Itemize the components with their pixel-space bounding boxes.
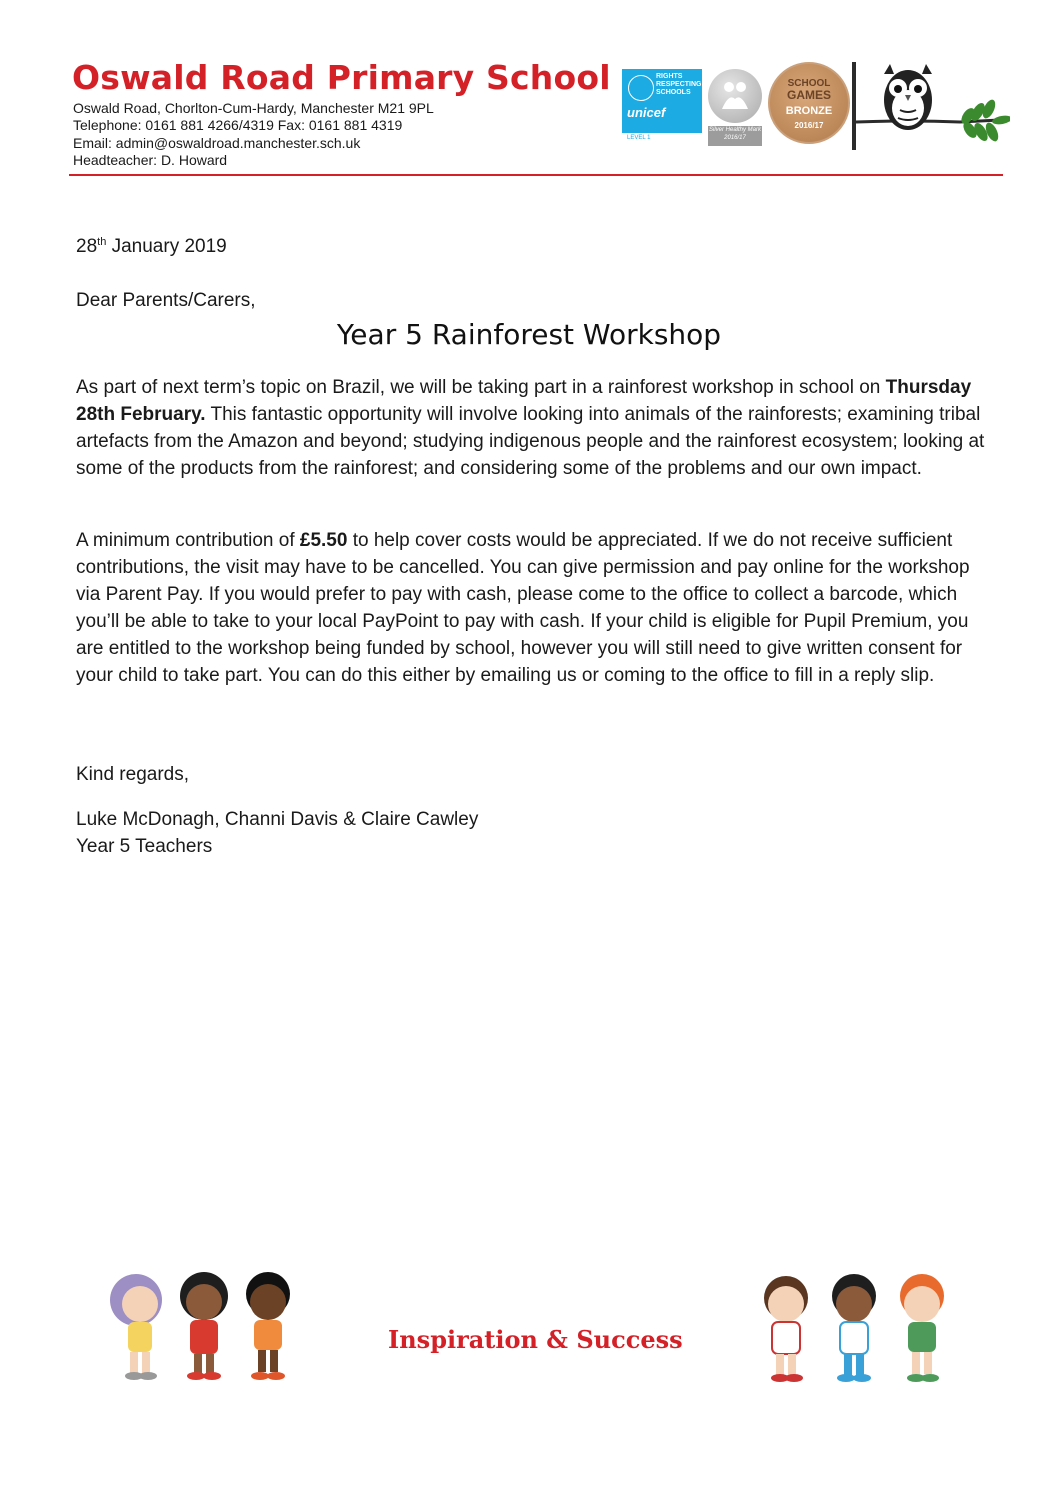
- school-name: Oswald Road Primary School: [72, 58, 611, 97]
- owl-branch-logo: [850, 62, 1010, 154]
- closing: Kind regards,: [76, 764, 190, 785]
- para1-text-a: As part of next term’s topic on Brazil, we will be taking part in a rainforest workshop in school on: [76, 377, 886, 398]
- games-badge-line4: 2016/17: [794, 121, 824, 130]
- healthy-schools-badge: [708, 69, 762, 123]
- paragraph-contribution: [76, 527, 986, 689]
- school-address: Oswald Road, Chorlton-Cum-Hardy, Manchester M21 9PL: [73, 100, 434, 116]
- school-telephone: Telephone: 0161 881 4266/4319 Fax: 0161 881 4319: [73, 117, 403, 134]
- para2-text-a: A minimum contribution of: [76, 530, 300, 551]
- school-email: Email: admin@oswaldroad.manchester.sch.uk: [73, 134, 361, 151]
- unicef-badge-text: RIGHTS RESPECTING SCHOOLS: [656, 73, 702, 96]
- paragraph-workshop-details: [76, 374, 986, 482]
- unicef-logo-text: unicef: [627, 105, 666, 120]
- header-divider: [69, 174, 1003, 176]
- globe-icon: [628, 75, 654, 101]
- workshop-date: Thursday 28th February.: [76, 377, 972, 425]
- date-month-year: January 2019: [106, 236, 227, 257]
- signatory-role: Year 5 Teachers: [76, 836, 213, 857]
- contribution-amount: £5.50: [299, 530, 348, 551]
- letter-date: [76, 233, 986, 260]
- children-illustration-left: [96, 1266, 310, 1386]
- date-day: 28: [76, 236, 98, 257]
- para1-text-b: This fantastic opportunity will involve looking into animals of the rainforests; examining tribal artefacts from the Amazon and beyond; studying indigenous people and the rainforest ecosystem; looking at some of the products from the rainforest; and considering some of the problems and our own impact.: [76, 404, 985, 479]
- school-contact-block: [73, 100, 434, 170]
- games-badge-line3: BRONZE: [785, 105, 833, 117]
- salutation: Dear Parents/Carers,: [76, 290, 256, 311]
- unicef-rights-respecting-badge: [622, 69, 702, 133]
- healthy-schools-label: Silver Healthy Mark 2016/17: [708, 126, 762, 146]
- letter-title: Year 5 Rainforest Workshop: [336, 318, 722, 351]
- date-suffix: th: [97, 236, 107, 248]
- headteacher: Headteacher: D. Howard: [73, 152, 228, 169]
- children-illustration-right: [746, 1266, 966, 1390]
- school-games-bronze-badge: [768, 62, 850, 144]
- para2-text-b: to help cover costs would be appreciated. If we do not receive sufficient contributions, the visit may have to be cancelled. You can give permission and pay online for the workshop via Parent Pay. If you would prefer to pay with cash, please come to the office to collect a barcode, which you’ll be able to take to your local PayPoint to pay with cash. If your child is eligible for Pupil Premium, you are entitled to the workshop being funded by school, however you will still need to give written consent for your child to take part. You can do this either by emailing us or coming to the office to fill in a reply slip.: [76, 530, 970, 686]
- signature-block: [76, 806, 986, 860]
- games-badge-line1: SCHOOL: [787, 78, 831, 89]
- games-badge-line2: GAMES: [786, 88, 831, 102]
- family-icon: [708, 69, 762, 123]
- signatory-names: Luke McDonagh, Channi Davis & Claire Cawley: [76, 809, 479, 830]
- school-motto: Inspiration & Success: [388, 1325, 683, 1354]
- unicef-level: LEVEL 1: [627, 135, 651, 141]
